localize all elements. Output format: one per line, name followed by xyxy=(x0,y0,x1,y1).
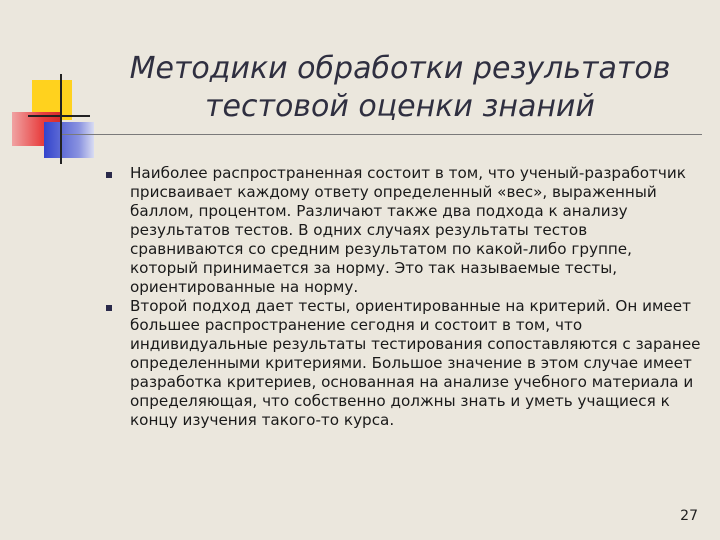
bullet-list xyxy=(106,164,702,430)
slide-title-line-2: тестовой оценки знаний xyxy=(205,89,595,124)
decor-blue-square xyxy=(44,122,94,158)
square-bullet-icon xyxy=(106,172,112,178)
slide-title xyxy=(100,50,700,126)
decor-horizontal-line xyxy=(28,115,90,117)
bullet-text: Наиболее распространенная состоит в том, что ученый-разработчик присваивает каждому ответу определенный «вес», выраженный баллом, процентом. Различают также два подхода к анализу результатов тестов. В одних случаях результаты тестов сравниваются со средним результатом по какой-либо группе, который принимается за норму. Это так называемые тесты, ориентированные на норму. xyxy=(130,164,686,296)
bullet-text: Второй подход дает тесты, ориентированные на критерий. Он имеет большее распространение сегодня и состоит в том, что индивидуальные результаты тестирования сопоставляются с заранее определенными критериями. Большое значение в этом случае имеет разработка критериев, основанная на анализе учебного материала и определяющая, что собственно должны знать и уметь учащиеся к концу изучения такого-то курса. xyxy=(130,297,701,429)
bullet-item xyxy=(106,297,702,430)
decor-vertical-line xyxy=(60,74,62,164)
page-number: 27 xyxy=(680,508,698,524)
square-bullet-icon xyxy=(106,305,112,311)
slide-title-line-1: Методики обработки результатов xyxy=(129,51,671,86)
bullet-item xyxy=(106,164,702,297)
title-underline xyxy=(62,134,702,135)
